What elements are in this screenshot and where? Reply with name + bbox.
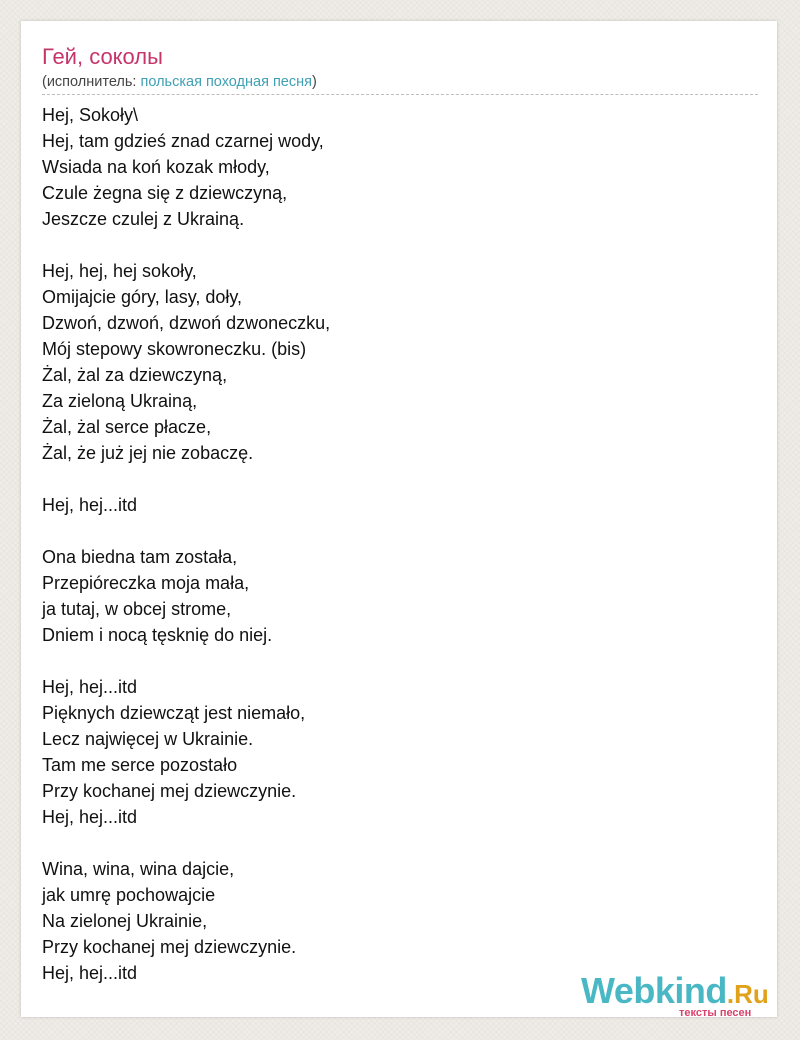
artist-link[interactable]: польская походная песня xyxy=(140,74,312,90)
lyric-line: Omijajcie góry, lasy, doły, xyxy=(42,287,243,307)
lyric-line: Za zieloną Ukrainą, xyxy=(42,391,198,411)
lyric-line: jak umrę pochowajcie xyxy=(42,885,216,905)
lyric-line: Wina, wina, wina dajcie, xyxy=(42,859,235,879)
lyric-line: Ona biedna tam została, xyxy=(42,547,238,567)
logo-tagline: тексты песен xyxy=(679,1007,752,1019)
lyric-line: Wsiada na koń kozak młody, xyxy=(42,157,270,177)
lyric-line: Żal, że już jej nie zobaczę. xyxy=(42,443,254,463)
stanza-break xyxy=(42,648,742,674)
lyric-line: Dniem i nocą tęsknię do niej. xyxy=(42,625,273,645)
lyric-line: Na zielonej Ukrainie, xyxy=(42,911,208,931)
lyric-line: Hej, Sokoły\ xyxy=(42,105,139,125)
site-logo[interactable] xyxy=(581,971,781,1021)
lyric-line: Pięknych dziewcząt jest niemało, xyxy=(42,703,306,723)
lyric-line: Dzwoń, dzwoń, dzwoń dzwoneczku, xyxy=(42,313,331,333)
lyric-line: Przy kochanej mej dziewczynie. xyxy=(42,781,297,801)
stanza-break xyxy=(42,518,742,544)
lyric-line: ja tutaj, w obcej strome, xyxy=(42,599,232,619)
lyric-line: Mój stepowy skowroneczku. (bis) xyxy=(42,339,307,359)
lyrics-card xyxy=(21,21,777,1017)
lyric-line: Lecz najwięcej w Ukrainie. xyxy=(42,729,254,749)
artist-line xyxy=(42,73,317,91)
artist-suffix: ) xyxy=(311,74,317,90)
stanza-break xyxy=(42,830,742,856)
lyric-line: Czule żegna się z dziewczyną, xyxy=(42,183,288,203)
lyric-line: Hej, hej...itd xyxy=(42,807,138,827)
lyrics-text xyxy=(42,102,742,986)
title-divider xyxy=(42,94,758,95)
lyric-line: Hej, tam gdzieś znad czarnej wody, xyxy=(42,131,324,151)
stanza-break xyxy=(42,466,742,492)
lyric-line: Żal, żal za dziewczyną, xyxy=(42,365,228,385)
logo-suffix: .Ru xyxy=(726,979,769,1009)
logo-main-text: Webkind xyxy=(581,970,727,1011)
lyric-line: Hej, hej...itd xyxy=(42,677,138,697)
lyric-line: Przy kochanej mej dziewczynie. xyxy=(42,937,297,957)
lyric-line: Żal, żal serce płacze, xyxy=(42,417,212,437)
song-title: Гей, соколы xyxy=(42,44,163,69)
lyric-line: Hej, hej...itd xyxy=(42,963,138,983)
lyric-line: Hej, hej, hej sokoły, xyxy=(42,261,197,281)
lyric-line: Przepióreczka moja mała, xyxy=(42,573,250,593)
lyric-line: Hej, hej...itd xyxy=(42,495,138,515)
lyric-line: Jeszcze czulej z Ukrainą. xyxy=(42,209,245,229)
stanza-break xyxy=(42,232,742,258)
lyric-line: Tam me serce pozostało xyxy=(42,755,238,775)
artist-prefix: (исполнитель: xyxy=(42,74,141,90)
